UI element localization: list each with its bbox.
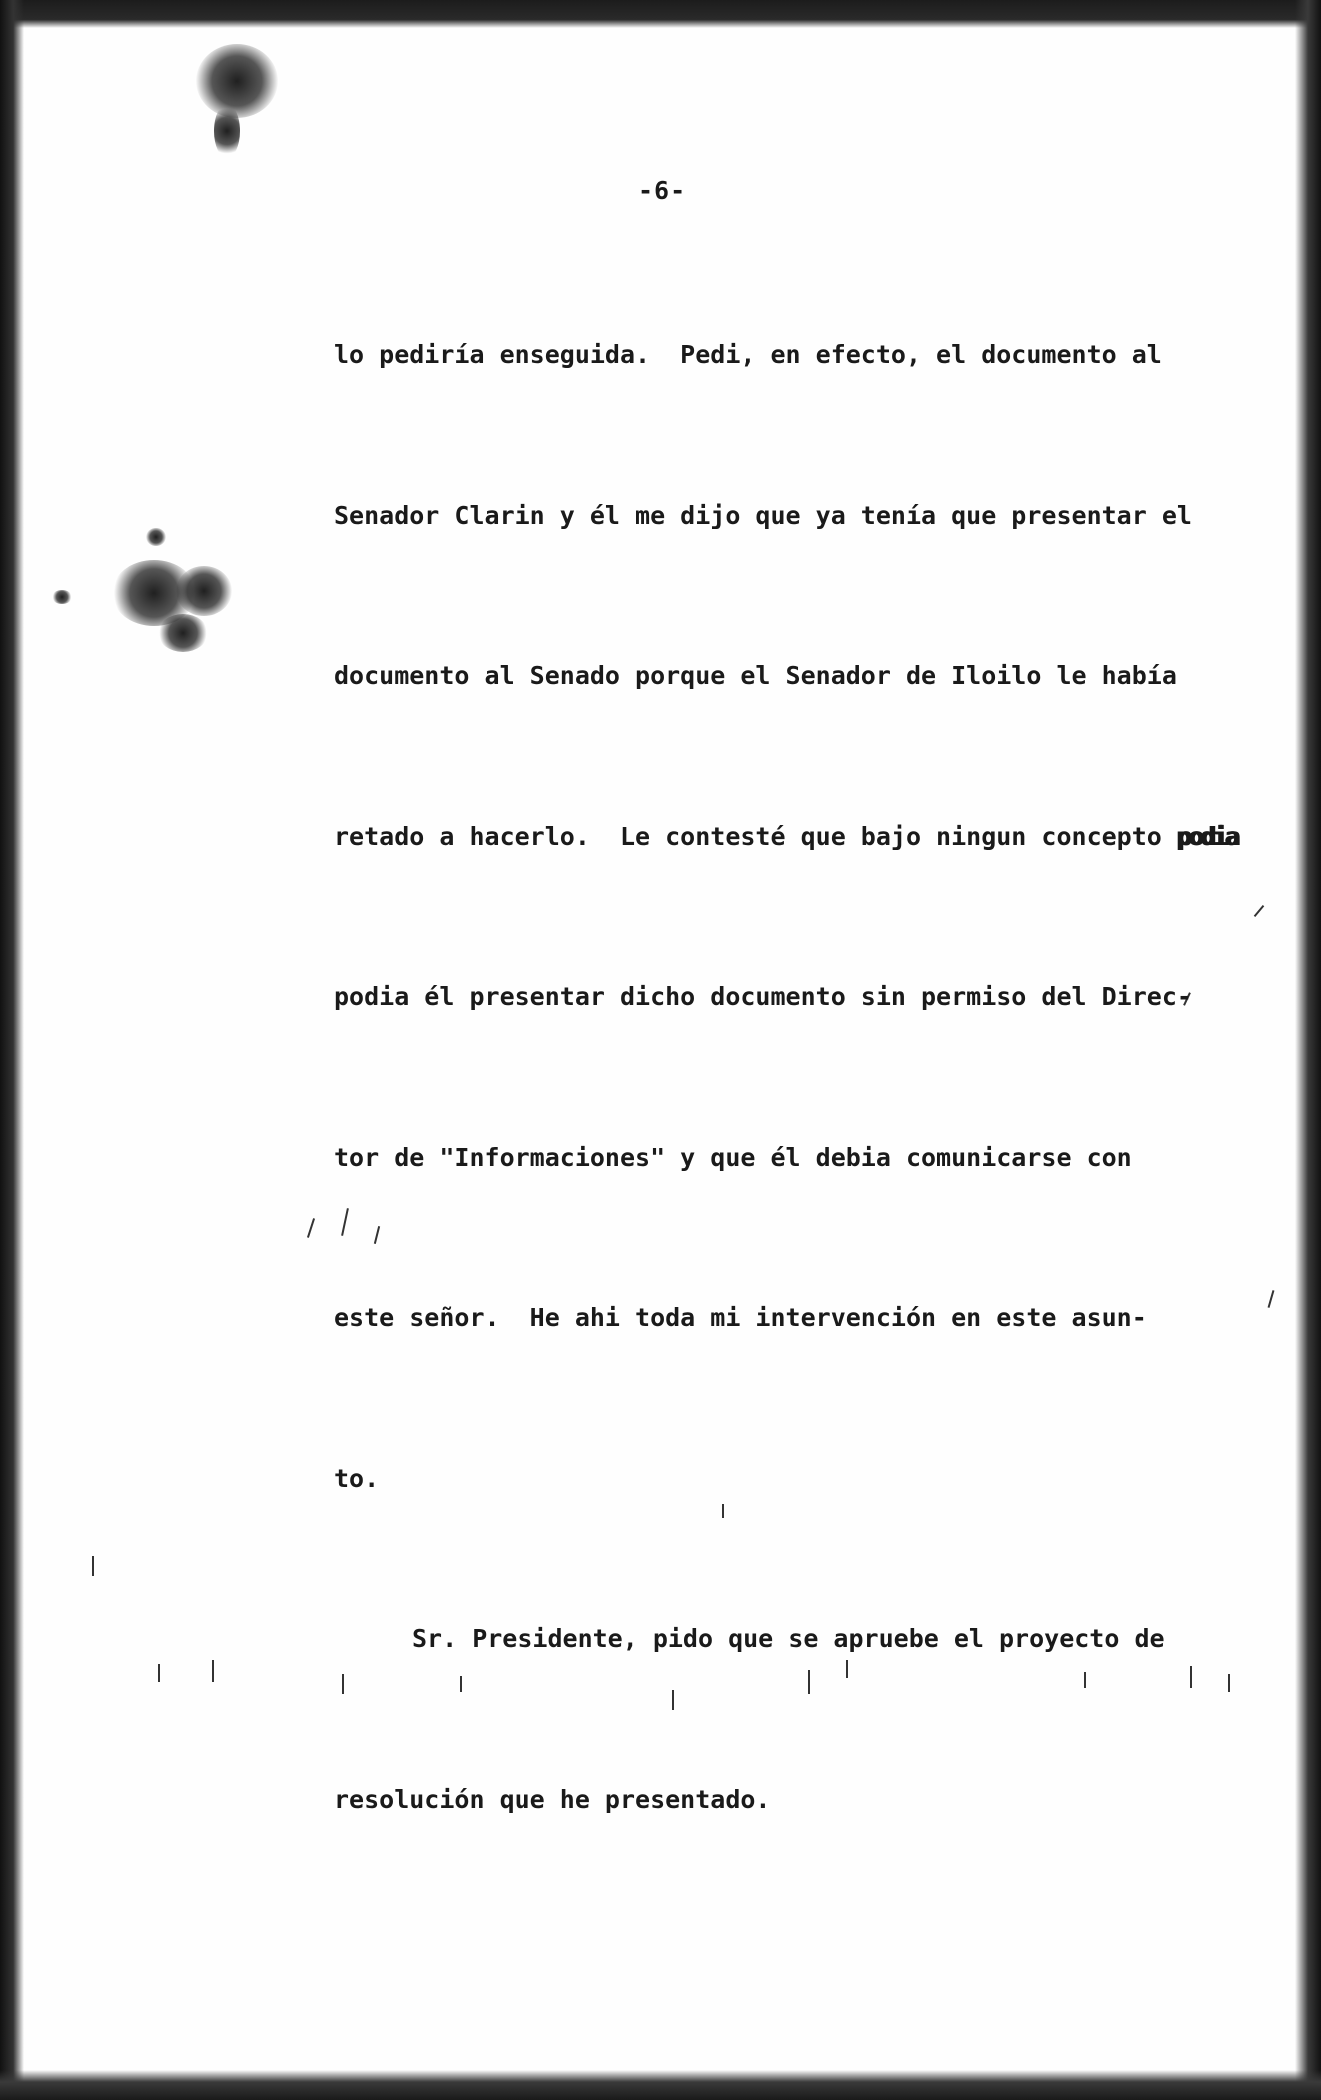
text-line: podia él presentar dicho documento sin permiso del Direc-	[334, 982, 1192, 1011]
closing-line: Sr. Presidente, pido que se apruebe el proyecto de	[412, 1624, 1165, 1653]
scan-edge-bottom	[0, 2070, 1321, 2100]
text-line: Senador Clarin y él me dijo que ya tenía que presentar el	[334, 500, 1192, 530]
ink-stain-top-drip	[214, 104, 240, 158]
scan-speck	[212, 1660, 214, 1682]
scan-edge-right	[1295, 0, 1321, 2100]
scan-edge-left	[0, 0, 24, 2100]
text-line: lo pediría enseguida. Pedi, en efecto, el documento al	[334, 340, 1162, 369]
text-line: este señor. He ahi toda mi intervención en este asun-	[334, 1303, 1147, 1332]
text-line: tor de "Informaciones" y que él debia comunicarse con	[334, 1142, 1132, 1172]
page-number: -6-	[638, 176, 687, 205]
text-line	[334, 810, 1294, 864]
scan-speck	[307, 1218, 315, 1238]
ink-stain-top	[196, 44, 278, 118]
scan-speck	[158, 1664, 160, 1682]
text-line: documento al Senado porque el Senador de Iloilo le había	[334, 661, 1177, 690]
ink-dot-left	[146, 528, 166, 546]
ink-dot-left-small	[52, 590, 72, 604]
scan-edge-top	[0, 0, 1321, 28]
scan-speck	[92, 1556, 94, 1576]
text-line: to.	[334, 1463, 380, 1493]
ink-stain-left-3	[158, 614, 208, 652]
ink-stain-left-2	[176, 566, 232, 616]
body-text	[334, 221, 1294, 1933]
text-line-main: retado a hacerlo. Le contesté que bajo ningun concepto	[334, 821, 1162, 851]
closing-line: resolución que he presentado.	[334, 1784, 771, 1814]
struck-out-word: podia	[1176, 821, 1238, 851]
